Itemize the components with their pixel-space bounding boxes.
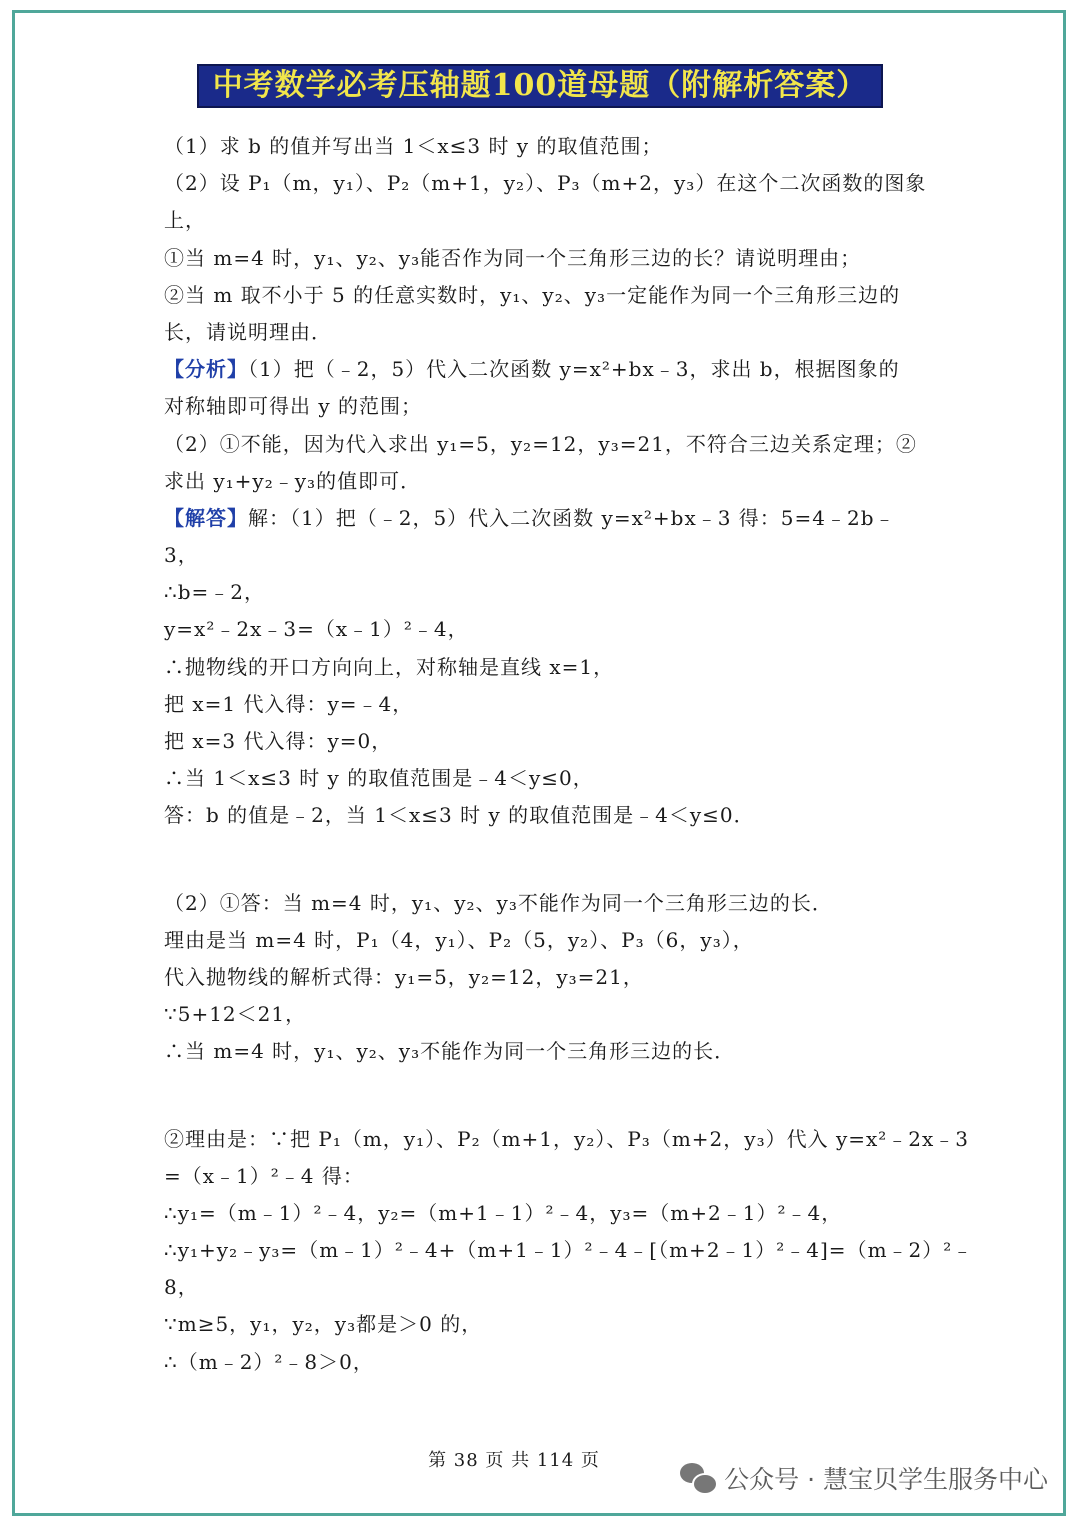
text-line: 把 x=3 代入得：y=0， bbox=[164, 729, 393, 753]
text-line: （2）①不能，因为代入求出 y₁=5，y₂=12，y₃=21，不符合三边关系定理；② bbox=[164, 431, 917, 456]
answer-line bbox=[164, 500, 924, 537]
text-line: ∴y₁+y₂﹣y₃=（m﹣1）²﹣4+（m+1﹣1）²﹣4﹣[（m+2﹣1）²﹣4]=（m﹣2）²﹣ bbox=[164, 1238, 974, 1263]
text-line: 8， bbox=[164, 1275, 199, 1300]
text-line: （2）设 P₁（m，y₁）、P₂（m+1，y₂）、P₃（m+2，y₃）在这个二次函数的图象 bbox=[164, 171, 927, 196]
text-line: ①当 m=4 时，y₁、y₂、y₃能否作为同一个三角形三边的长？请说明理由； bbox=[164, 245, 862, 270]
text-line: 3， bbox=[164, 543, 199, 568]
watermark bbox=[680, 1460, 1048, 1496]
text-line: （1）求 b 的值并写出当 1＜x≤3 时 y 的取值范围； bbox=[164, 134, 663, 158]
document-body bbox=[164, 128, 974, 1381]
watermark-text: 公众号 · 慧宝贝学生服务中心 bbox=[724, 1465, 1048, 1494]
page-number: 第 38 页 共 114 页 bbox=[428, 1450, 600, 1471]
paragraph-gap bbox=[164, 835, 924, 885]
text-line: ∵5+12＜21， bbox=[164, 1002, 307, 1027]
text-line: =（x﹣1）²﹣4 得： bbox=[164, 1163, 364, 1188]
text-line: ∴y₁=（m﹣1）²﹣4，y₂=（m+1﹣1）²﹣4，y₃=（m+2﹣1）²﹣4， bbox=[164, 1200, 843, 1225]
text-line: 把 x=1 代入得：y=﹣4， bbox=[164, 691, 414, 716]
paragraph-gap bbox=[164, 1071, 924, 1121]
text-line: 对称轴即可得出 y 的范围； bbox=[164, 394, 423, 419]
text-line: （2）①答：当 m=4 时，y₁、y₂、y₃不能作为同一个三角形三边的长． bbox=[164, 890, 833, 915]
text-line: ∴（m﹣2）²﹣8＞0， bbox=[164, 1349, 374, 1374]
text-line: ∵m≥5，y₁，y₂，y₃都是＞0 的， bbox=[164, 1312, 483, 1337]
text-line: 代入抛物线的解析式得：y₁=5，y₂=12，y₃=21， bbox=[164, 964, 644, 989]
wechat-icon bbox=[680, 1463, 716, 1493]
text-line: ∴b=﹣2， bbox=[164, 580, 266, 605]
analysis-tag: 【分析】 bbox=[164, 357, 248, 382]
text-line: ∴抛物线的开口方向向上，对称轴是直线 x=1， bbox=[164, 654, 615, 679]
text-line: 解：（1）把（﹣2，5）代入二次函数 y=x²+bx﹣3 得：5=4﹣2b﹣ bbox=[248, 505, 896, 530]
text-line: ∴当 m=4 时，y₁、y₂、y₃不能作为同一个三角形三边的长． bbox=[164, 1039, 736, 1064]
text-line: 上， bbox=[164, 208, 206, 233]
text-line: （1）把（﹣2，5）代入二次函数 y=x²+bx﹣3，求出 b，根据图象的 bbox=[248, 357, 900, 382]
title-banner: 中考数学必考压轴题100道母题（附解析答案） bbox=[197, 64, 883, 108]
text-line: 理由是当 m=4 时，P₁（4，y₁）、P₂（5，y₂）、P₃（6，y₃）， bbox=[164, 927, 754, 952]
answer-tag: 【解答】 bbox=[164, 505, 248, 530]
text-line: ②理由是：∵把 P₁（m，y₁）、P₂（m+1，y₂）、P₃（m+2，y₃）代入 y=x²﹣2x﹣3 bbox=[164, 1126, 970, 1151]
text-line: ②当 m 取不小于 5 的任意实数时，y₁、y₂、y₃一定能作为同一个三角形三边的 bbox=[164, 282, 901, 307]
text-line: 求出 y₁+y₂﹣y₃的值即可． bbox=[164, 468, 422, 493]
text-line: 长，请说明理由． bbox=[164, 319, 332, 344]
text-line: y=x²﹣2x﹣3=（x﹣1）²﹣4， bbox=[164, 617, 469, 642]
text-line: 答：b 的值是﹣2，当 1＜x≤3 时 y 的取值范围是﹣4＜y≤0． bbox=[164, 803, 755, 828]
analysis-line bbox=[164, 351, 924, 388]
text-line: ∴当 1＜x≤3 时 y 的取值范围是﹣4＜y≤0， bbox=[164, 766, 594, 791]
